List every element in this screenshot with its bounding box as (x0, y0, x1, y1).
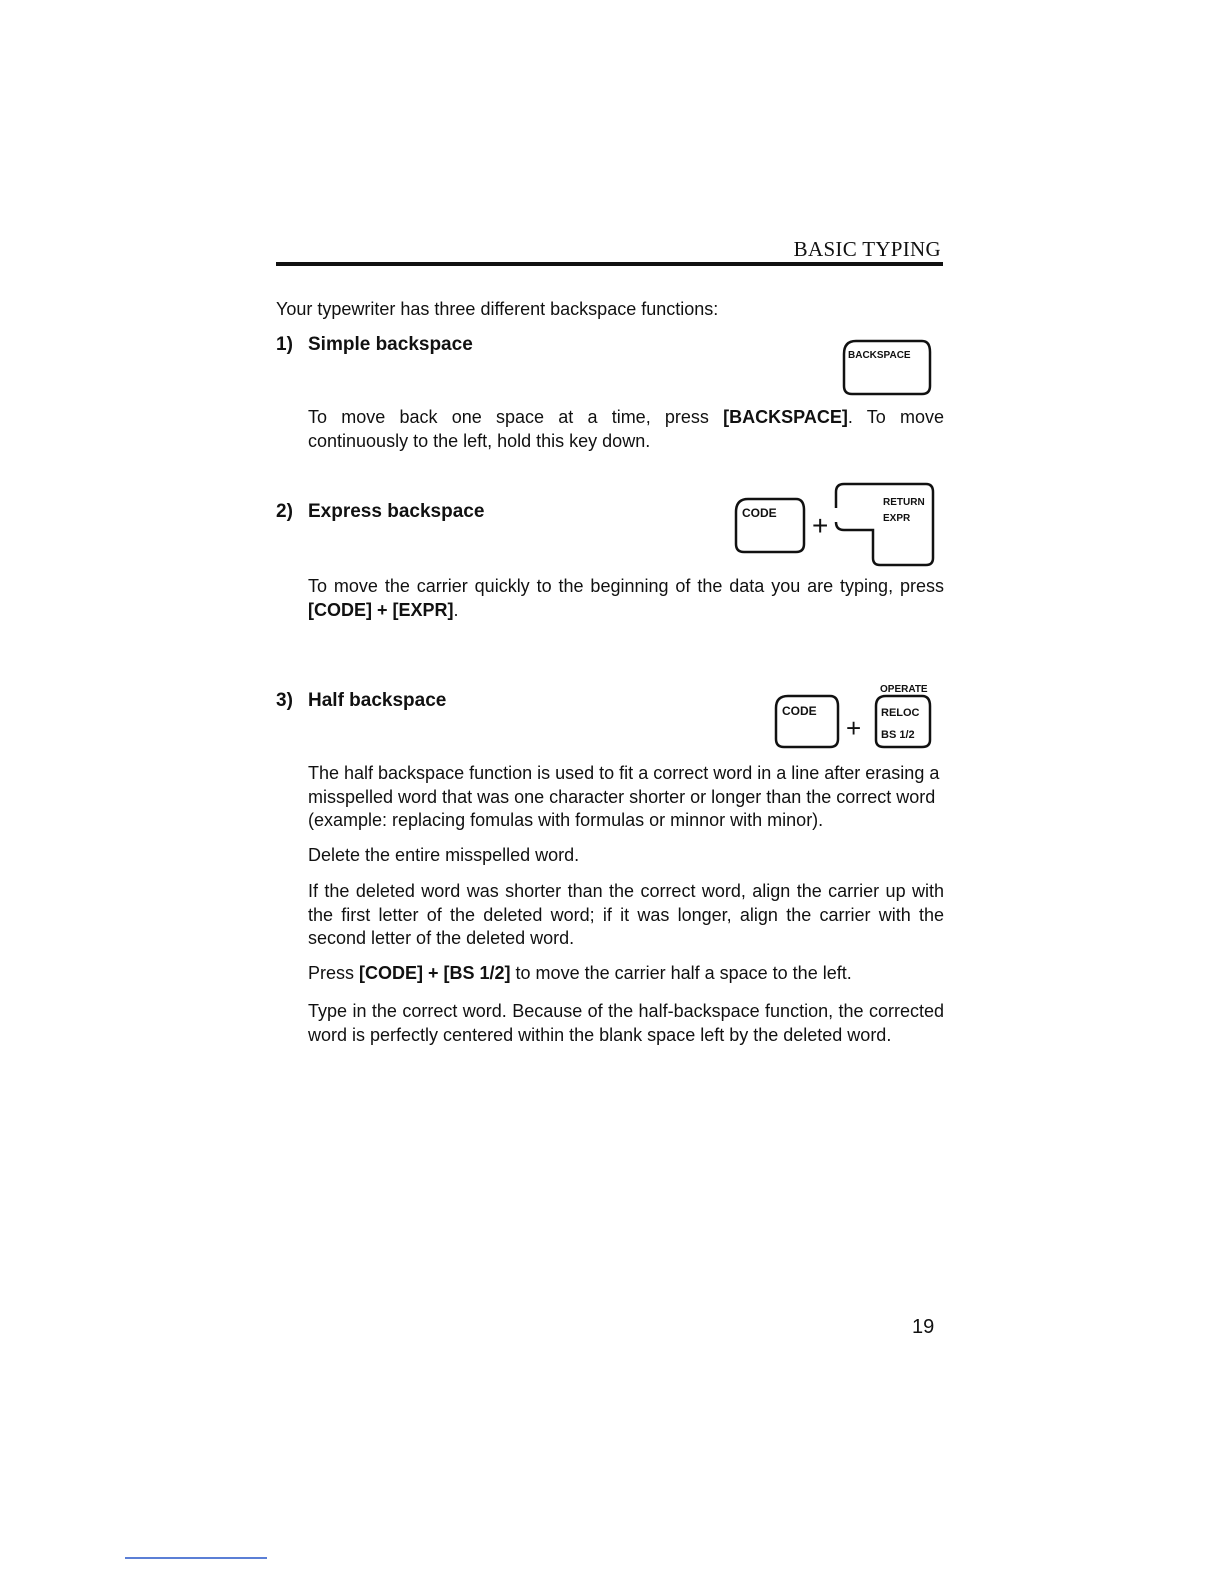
section-3-title: Half backspace (308, 690, 447, 711)
section-2-text-c: . (453, 599, 459, 620)
section-2-text-a: To move the carrier quickly to the beginning of the data you are typing, press (308, 576, 944, 596)
section-3-paragraph-2: Delete the entire misspelled word. (308, 845, 580, 865)
code-bs-half-key-illustration (772, 676, 940, 754)
plus-sign-2: + (846, 713, 862, 743)
section-3-paragraph-4 (308, 962, 944, 986)
intro-text: Your typewriter has three different backspace functions: (276, 299, 719, 319)
expr-key-label: EXPR (883, 513, 911, 524)
section-3-key-ref: [CODE] + [BS 1/2] (359, 963, 511, 983)
plus-sign: + (812, 510, 829, 541)
backspace-key-illustration (838, 338, 934, 398)
section-1-text-a: To move back one space at a time, press (308, 407, 724, 427)
section-2-heading (276, 501, 484, 523)
reloc-key-label: RELOC (881, 707, 920, 719)
bottom-underline-link[interactable] (125, 1557, 267, 1559)
section-1-title: Simple backspace (308, 334, 473, 355)
section-3-text-4a: Press (308, 963, 360, 983)
section-1-key-ref: [BACKSPACE] (723, 407, 848, 427)
section-header-title: BASIC TYPING (793, 237, 941, 261)
section-2-number: 2) (276, 501, 293, 522)
section-3-paragraph-1: The half backspace function is used to fit a correct word in a line after erasing a misspelled word that was one character shorter or longer than the correct word (example: replacing fomulas with formulas or minnor with minor). (308, 763, 940, 830)
section-3-heading (276, 690, 446, 712)
section-1-text-c: . To move continuously to the left, hold this key down. (308, 407, 944, 451)
backspace-key-label: BACKSPACE (848, 350, 911, 361)
page-number: 19 (912, 1316, 935, 1338)
section-3-paragraph-3: If the deleted word was shorter than the correct word, align the carrier up with the first letter of the deleted word; if it was longer, align the carrier with the second letter of the deleted word. (308, 881, 944, 948)
code-expr-key-illustration (732, 480, 942, 572)
section-2-key-ref: [CODE] + [EXPR] (308, 599, 454, 620)
section-3-paragraph-5: Type in the correct word. Because of the half-backspace function, the corrected word is perfectly centered within the blank space left by the deleted word. (308, 1001, 944, 1045)
code-key-label-2: CODE (782, 704, 817, 718)
header-rule (276, 262, 943, 266)
section-1-heading (276, 334, 473, 356)
section-2-title: Express backspace (308, 501, 485, 522)
return-key-label: RETURN (883, 497, 925, 508)
operate-label: OPERATE (880, 684, 928, 695)
section-1-paragraph (308, 406, 944, 453)
section-3-text-4c: to move the carrier half a space to the left. (510, 963, 852, 983)
bs-half-key-label: BS 1/2 (881, 729, 915, 741)
code-key-label: CODE (742, 506, 777, 520)
section-1-number: 1) (276, 334, 293, 355)
section-3-number: 3) (276, 690, 293, 711)
section-2-paragraph (308, 575, 944, 622)
